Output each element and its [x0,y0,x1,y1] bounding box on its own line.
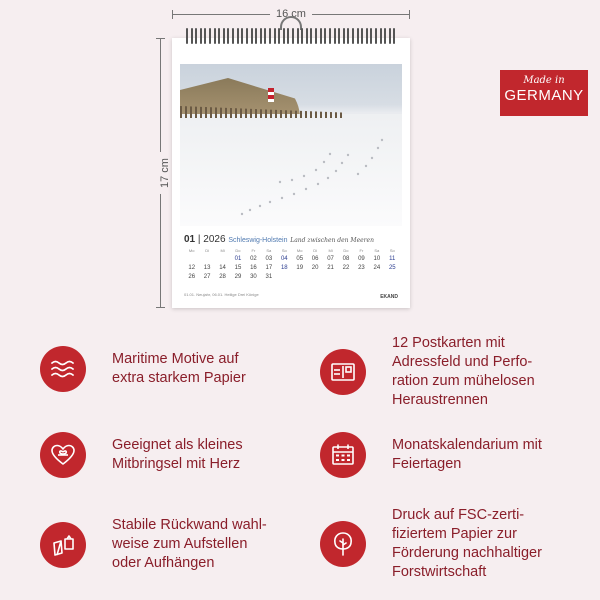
spiral-ring [338,28,340,44]
spiral-binding [186,28,396,44]
day-cell [292,274,307,280]
feature-gift [40,432,243,478]
spiral-ring [209,28,211,44]
feature-postcards [320,334,535,410]
weekday-label: Sa [266,248,272,253]
spiral-ring [200,28,202,44]
feature-text: Druck auf FSC-zerti- fiziertem Papier zur Förderung nachhaltiger Forstwirtschaft [392,507,542,580]
day-cell: 05 [296,256,304,262]
day-cell: 16 [250,265,257,271]
spiral-ring [380,28,382,44]
spiral-ring [375,28,377,44]
spiral-ring [232,28,234,44]
badge-line2: GERMANY [504,87,584,104]
weekday-label: So [281,248,287,253]
heart-gift-icon [40,432,86,478]
day-cell [323,274,338,280]
spiral-ring [389,28,391,44]
day-cell: 26 [188,274,196,280]
day-cell: 10 [373,256,381,262]
spiral-ring [186,28,188,44]
location: Schleswig-Holstein [228,237,288,244]
footprints-icon [240,136,390,216]
spiral-ring [297,28,299,44]
calendar-photo [180,64,402,226]
calendar-header: 01 | 2026 Schleswig-Holstein Land zwischen den Meeren [184,234,374,245]
day-cell: 19 [296,265,304,271]
stand-hang-icon [40,522,86,568]
feature-backboard [40,516,267,573]
day-cell: 18 [280,265,288,271]
day-cell: 29 [234,274,242,280]
day-cell [215,256,230,262]
spiral-ring [393,28,395,44]
spiral-ring [251,28,253,44]
weekday-label: So [389,248,395,253]
spiral-ring [310,28,312,44]
spiral-ring [347,28,349,44]
spiral-ring [324,28,326,44]
day-cell: 28 [219,274,226,280]
day-cell [354,274,369,280]
day-cell: 23 [358,265,365,271]
year: 2026 [203,234,226,245]
day-cell: 31 [265,274,273,280]
spiral-ring [384,28,386,44]
spiral-ring [204,28,206,44]
day-cell: 06 [311,256,319,262]
day-cell [338,274,353,280]
day-cell: 11 [389,256,396,262]
day-cell: 30 [250,274,257,280]
made-in-germany-badge [500,70,588,116]
spiral-ring [255,28,257,44]
spiral-ring [195,28,197,44]
spiral-ring [334,28,336,44]
spiral-ring [218,28,220,44]
spiral-ring [264,28,266,44]
spiral-ring [260,28,262,44]
day-cell: 15 [234,265,242,271]
day-cell: 21 [327,265,334,271]
day-cell: 13 [203,265,211,271]
day-cell: 14 [219,265,226,271]
day-cell: 12 [188,265,196,271]
weekday-label: Mi [328,248,333,253]
day-cell: 09 [358,256,365,262]
spiral-ring [287,28,289,44]
feature-text: Monatskalendarium mit Feiertagen [392,437,542,472]
weekday-label: Di [313,248,318,253]
spiral-ring [357,28,359,44]
feature-text: 12 Postkarten mit Adressfeld und Perfo- ration zum mühelosen Heraustrennen [392,335,535,408]
day-cell: 17 [265,265,273,271]
feature-text: Stabile Rückwand wahl- weise zum Aufstellen oder Aufhängen [112,517,267,571]
feature-text: Geeignet als kleines Mitbringsel mit Herz [112,437,243,472]
feature-text: Maritime Motive auf extra starkem Papier [112,351,246,386]
height-dimension-line [158,38,171,308]
spiral-ring [366,28,368,44]
weekday-label: Fr [359,248,364,253]
spiral-ring [278,28,280,44]
day-cell [277,274,292,280]
day-cell [369,274,384,280]
feature-fsc [320,506,542,582]
day-cell [199,256,214,262]
brand-logo: EKAND [380,294,398,300]
waves-icon [40,346,86,392]
tree-icon [320,521,366,567]
width-label: 16 cm [270,8,312,20]
spiral-ring [361,28,363,44]
badge-line1: Made in [523,75,565,86]
day-cell: 24 [373,265,381,271]
spiral-ring [292,28,294,44]
calendar-grid [184,248,400,280]
spiral-ring [320,28,322,44]
day-cell [307,274,322,280]
weekday-label: Mo [296,248,303,253]
spiral-ring [370,28,372,44]
spiral-ring [306,28,308,44]
spiral-ring [223,28,225,44]
spiral-ring [241,28,243,44]
weekday-label: Fr [251,248,256,253]
spiral-ring [227,28,229,44]
day-cell: 20 [311,265,319,271]
calendar-icon [320,432,366,478]
spiral-ring [301,28,303,44]
spiral-ring [343,28,345,44]
spiral-ring [352,28,354,44]
weekday-label: Mo [188,248,195,253]
height-label: 17 cm [159,152,171,194]
spiral-ring [246,28,248,44]
weekday-label: Mi [220,248,225,253]
day-cell: 04 [280,256,288,262]
weekday-label: Do [343,248,349,253]
spiral-ring [191,28,193,44]
spiral-ring [274,28,276,44]
day-cell: 08 [342,256,350,262]
weekday-label: Di [205,248,210,253]
day-cell: 01 [234,256,242,262]
spiral-ring [214,28,216,44]
lighthouse-icon [268,88,274,102]
day-cell: 07 [327,256,334,262]
day-cell [385,274,400,280]
postcard-icon [320,349,366,395]
spiral-ring [329,28,331,44]
spiral-ring [315,28,317,44]
holiday-note: 01.01. Neujahr, 06.01. Heilige Drei Könige [184,292,259,297]
day-cell: 02 [250,256,257,262]
weekday-label: Sa [374,248,380,253]
spiral-ring [283,28,285,44]
day-cell: 03 [265,256,273,262]
spiral-ring [237,28,239,44]
month-number: 01 [184,234,196,245]
day-cell: 25 [388,265,396,271]
day-cell: 22 [342,265,350,271]
calendar-mockup [172,38,410,308]
subtitle: Land zwischen den Meeren [290,237,374,244]
width-dimension-line [172,8,410,20]
weekday-label: Do [235,248,241,253]
feature-maritime [40,346,246,392]
day-cell: 27 [203,274,211,280]
spiral-ring [269,28,271,44]
day-cell [184,256,199,262]
feature-calendar [320,432,542,478]
